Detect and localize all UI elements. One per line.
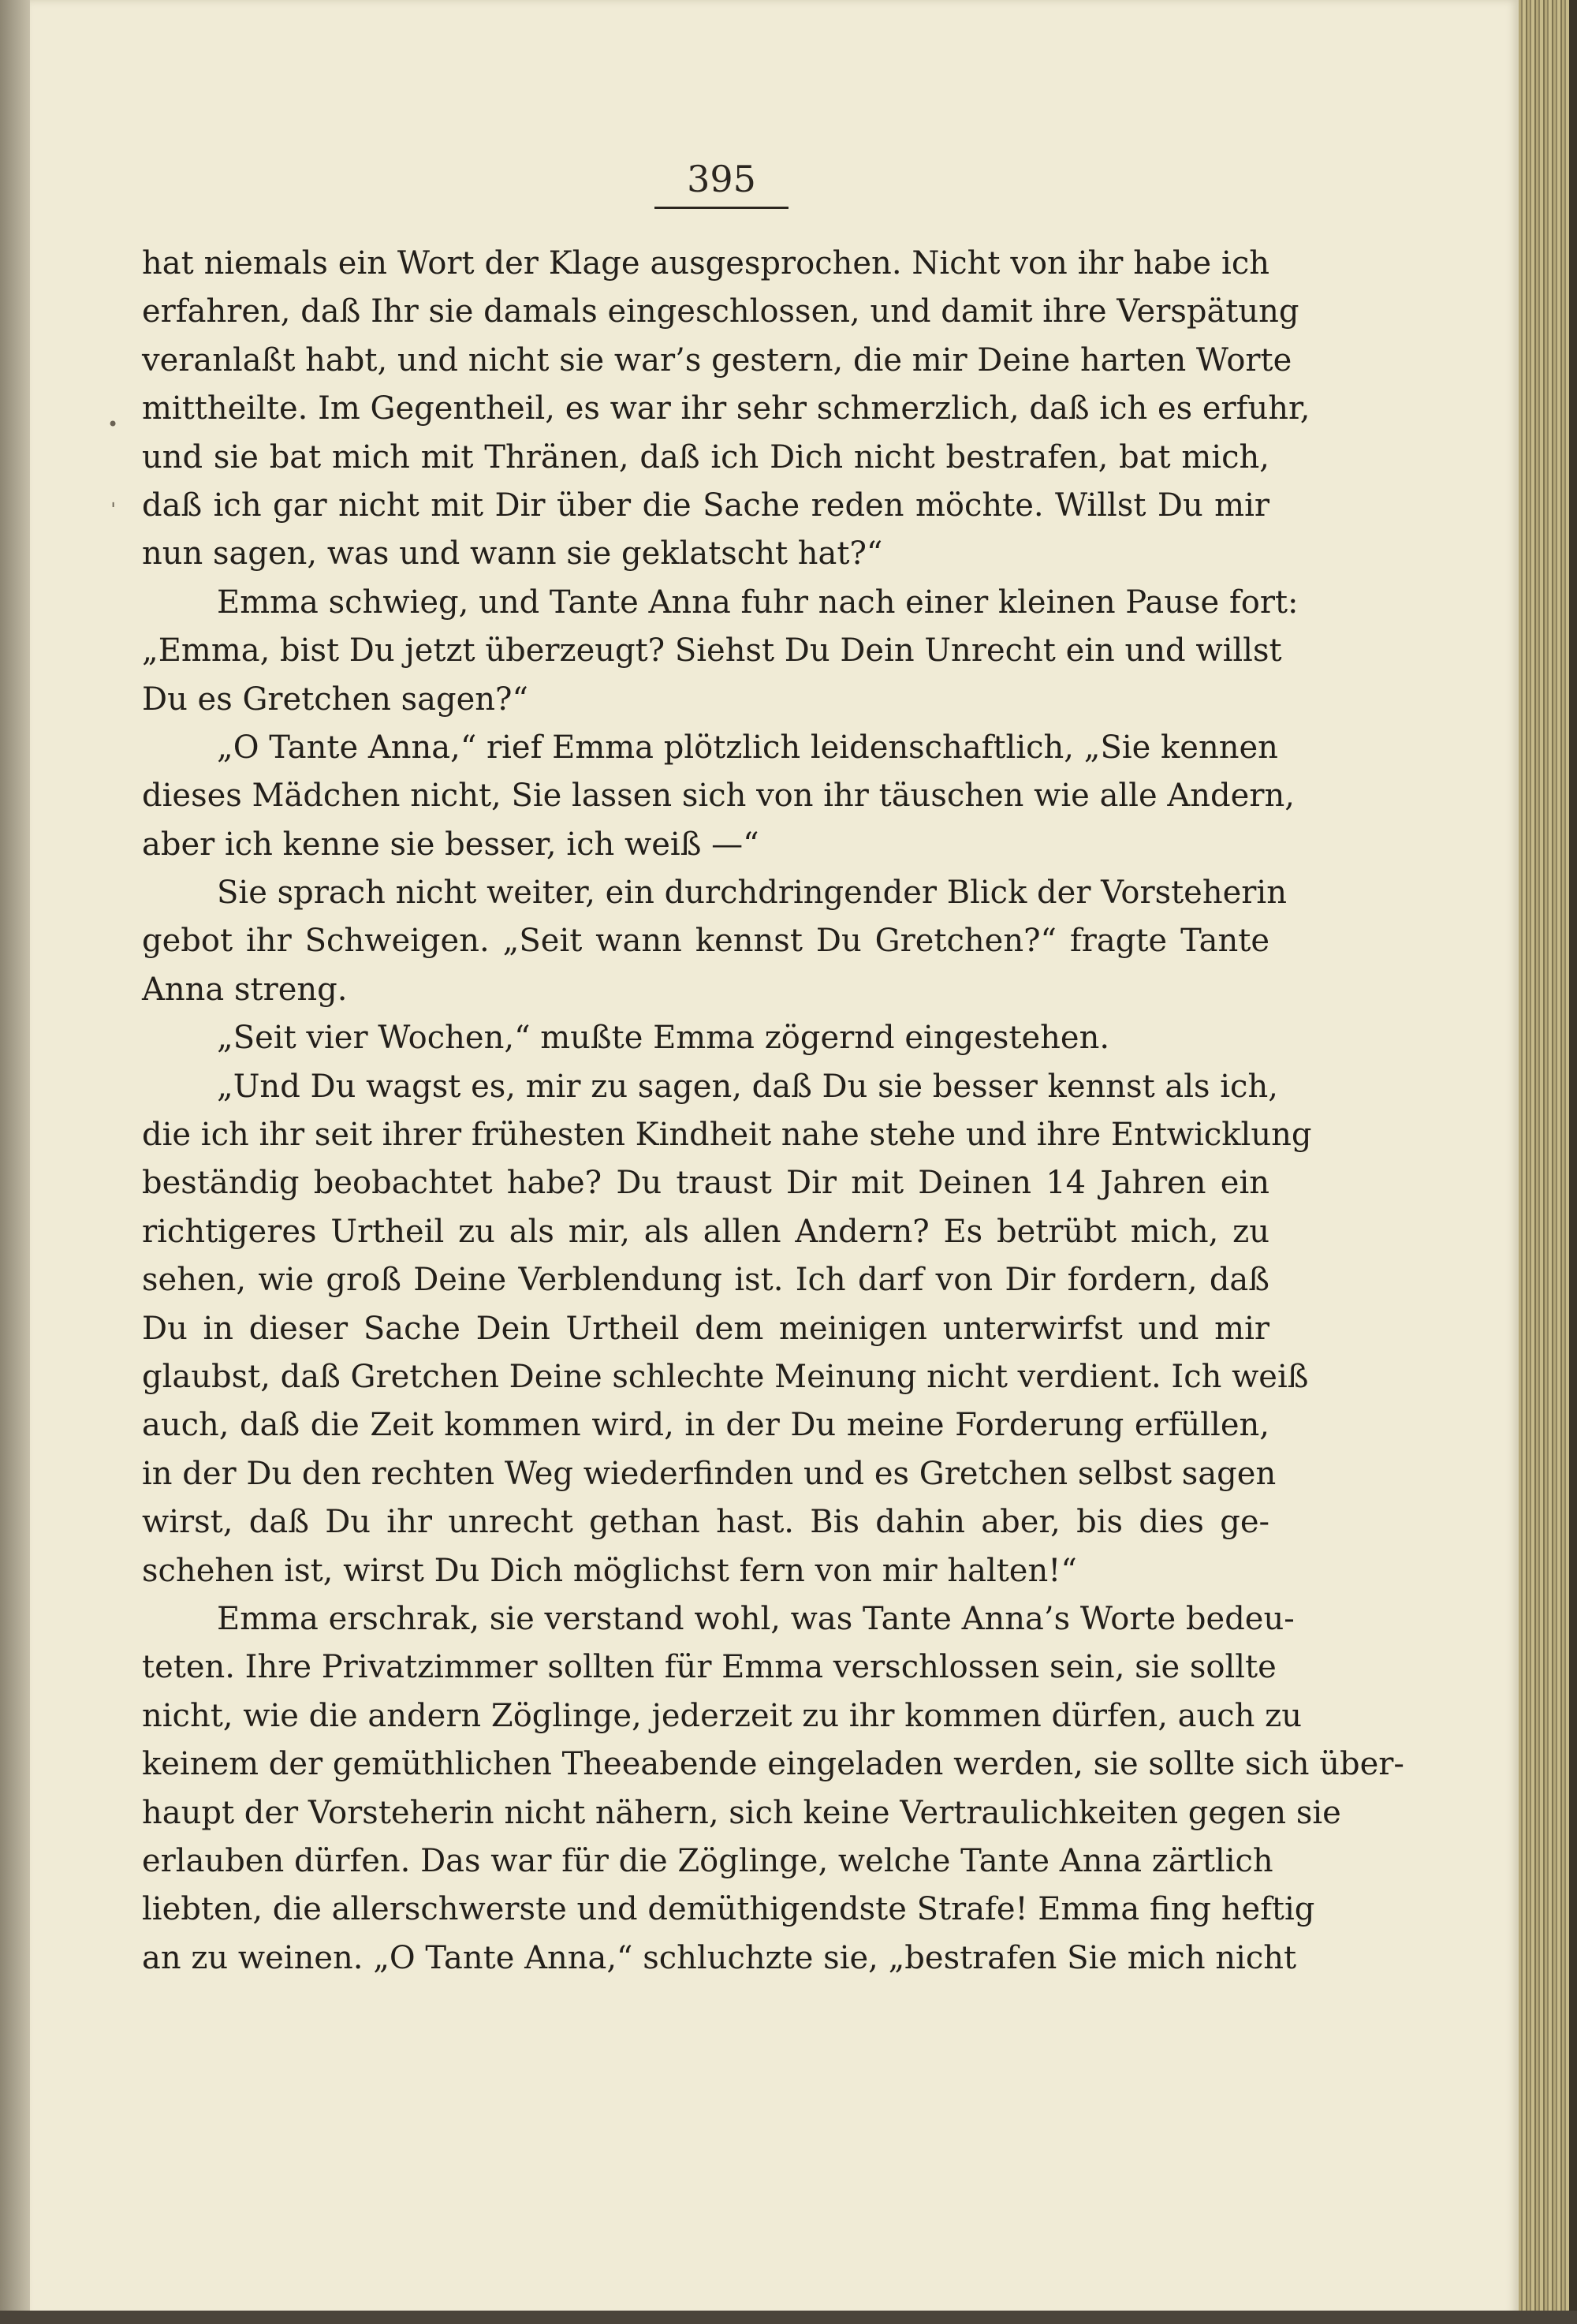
margin-tick: ˈ xyxy=(110,500,117,524)
text-line: „Emma, bist Du jetzt überzeugt? Siehst Du Dein Unrecht ein und willst xyxy=(142,632,1282,670)
text-line: auch, daß die Zeit kommen wird, in der Du meine Forderung erfüllen, xyxy=(142,1407,1269,1444)
text-line: erlauben dürfen. Das war für die Zöglinge, welche Tante Anna zärtlich xyxy=(142,1842,1273,1879)
text-line: sehen, wie groß Deine Verblendung ist. Ich darf von Dir fordern, daß xyxy=(142,1262,1269,1299)
text-line: „O Tante Anna,“ rief Emma plötzlich leidenschaftlich, „Sie kennen xyxy=(217,729,1278,766)
text-line: glaubst, daß Gretchen Deine schlechte Meinung nicht verdient. Ich weiß xyxy=(142,1358,1309,1395)
bottom-shadow xyxy=(0,2311,1577,2324)
text-line: „Seit vier Wochen,“ mußte Emma zögernd eingestehen. xyxy=(217,1020,1110,1057)
page-edge-dark xyxy=(1569,0,1577,2324)
text-line: veranlaßt habt, und nicht sie war’s gestern, die mir Deine harten Worte xyxy=(142,341,1292,379)
text-line: wirst, daß Du ihr unrecht gethan hast. Bis dahin aber, bis dies ge- xyxy=(142,1504,1269,1541)
text-line: und sie bat mich mit Thränen, daß ich Dich nicht bestrafen, bat mich, xyxy=(142,438,1269,476)
text-line: hat niemals ein Wort der Klage ausgesprochen. Nicht von ihr habe ich xyxy=(142,245,1269,282)
text-line: schehen ist, wirst Du Dich möglichst fern von mir halten!“ xyxy=(142,1552,1077,1589)
body-text xyxy=(142,240,1404,1983)
text-line: liebten, die allerschwerste und demüthigendste Strafe! Emma fing heftig xyxy=(142,1891,1315,1928)
text-line: Emma erschrak, sie verstand wohl, was Tante Anna’s Worte bedeu- xyxy=(217,1600,1295,1637)
text-line: dieses Mädchen nicht, Sie lassen sich von ihr täuschen wie alle Andern, xyxy=(142,778,1295,815)
text-line: beständig beobachtet habe? Du traust Dir mit Deinen 14 Jahren ein xyxy=(142,1165,1269,1202)
text-line: gebot ihr Schweigen. „Seit wann kennst Du Gretchen?“ fragte Tante xyxy=(142,923,1269,960)
page-edges xyxy=(1519,0,1577,2324)
text-line: „Und Du wagst es, mir zu sagen, daß Du sie besser kennst als ich, xyxy=(217,1068,1278,1105)
text-line: Anna streng. xyxy=(142,971,348,1008)
text-line: nun sagen, was und wann sie geklatscht hat?“ xyxy=(142,535,883,573)
text-line: mittheilte. Im Gegentheil, es war ihr sehr schmerzlich, daß ich es erfuhr, xyxy=(142,390,1310,427)
page-number: 395 xyxy=(687,158,756,200)
text-line: Du in dieser Sache Dein Urtheil dem meinigen unterwirfst und mir xyxy=(142,1310,1269,1347)
text-line: die ich ihr seit ihrer frühesten Kindheit nahe stehe und ihre Entwicklung xyxy=(142,1117,1312,1154)
page-number-rule xyxy=(654,207,788,209)
text-line: haupt der Vorsteherin nicht nähern, sich keine Vertraulichkeiten gegen sie xyxy=(142,1794,1341,1831)
text-line: erfahren, daß Ihr sie damals eingeschlossen, und damit ihre Verspätung xyxy=(142,293,1299,330)
text-line: daß ich gar nicht mit Dir über die Sache reden möchte. Willst Du mir xyxy=(142,487,1269,524)
gutter-shadow xyxy=(0,0,32,2324)
text-line: richtigeres Urtheil zu als mir, als allen Andern? Es betrübt mich, zu xyxy=(142,1213,1269,1250)
text-line: in der Du den rechten Weg wiederfinden und es Gretchen selbst sagen xyxy=(142,1455,1277,1492)
text-line: teten. Ihre Privatzimmer sollten für Emma verschlossen sein, sie sollte xyxy=(142,1649,1277,1686)
text-line: aber ich kenne sie besser, ich weiß —“ xyxy=(142,826,759,863)
text-line: Du es Gretchen sagen?“ xyxy=(142,681,528,718)
margin-dot: • xyxy=(107,413,119,435)
text-line: an zu weinen. „O Tante Anna,“ schluchzte sie, „bestrafen Sie mich nicht xyxy=(142,1939,1297,1976)
text-line: Emma schwieg, und Tante Anna fuhr nach einer kleinen Pause fort: xyxy=(217,584,1299,621)
text-line: keinem der gemüthlichen Theeabende eingeladen werden, sie sollte sich über- xyxy=(142,1746,1404,1783)
text-line: Sie sprach nicht weiter, ein durchdringender Blick der Vorsteherin xyxy=(217,875,1287,912)
text-line: nicht, wie die andern Zöglinge, jederzeit zu ihr kommen dürfen, auch zu xyxy=(142,1697,1302,1734)
